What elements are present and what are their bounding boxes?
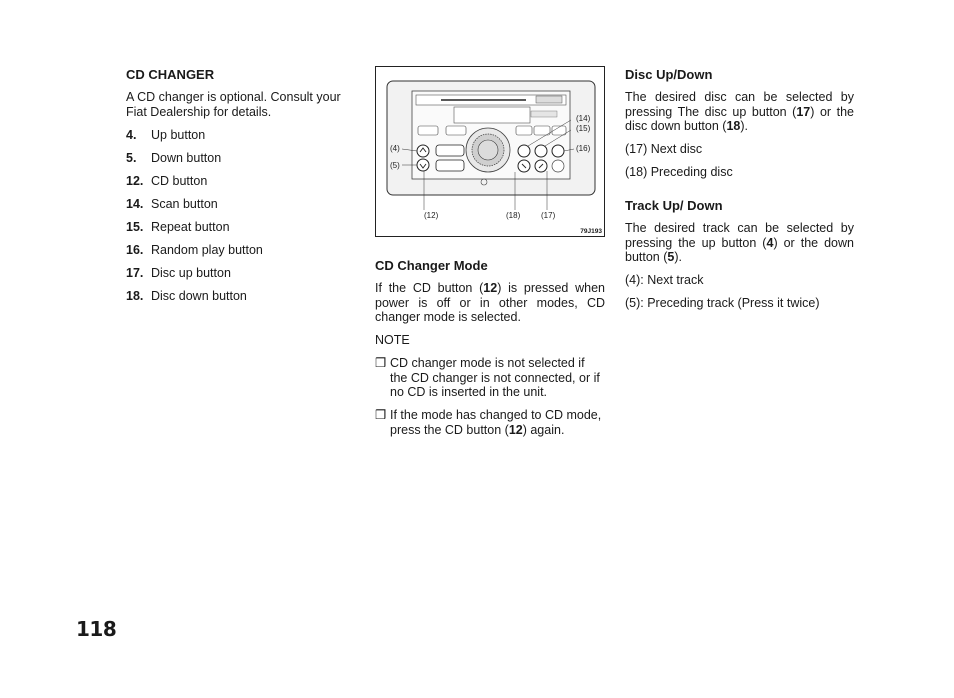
callout-14: (14) xyxy=(576,114,591,123)
list-item: 12. CD button xyxy=(126,174,208,188)
cd-changer-mode-heading: CD Changer Mode xyxy=(375,258,488,273)
radio-unit-illustration xyxy=(376,67,604,236)
preceding-disc-text: (18) Preceding disc xyxy=(625,165,733,179)
next-track-text: (4): Next track xyxy=(625,273,704,287)
callout-15: (15) xyxy=(576,124,591,133)
list-item: 5. Down button xyxy=(126,151,222,165)
callout-4: (4) xyxy=(390,144,400,153)
list-item: 18. Disc down button xyxy=(126,289,247,303)
list-item: 16. Random play button xyxy=(126,243,263,257)
note-item: ❒ CD changer mode is not selected if the CD changer is not connected, or if no CD is inserted in the unit. xyxy=(375,356,600,399)
note-label: NOTE xyxy=(375,333,410,347)
page-number: 118 xyxy=(76,617,117,641)
list-item: 17. Disc up button xyxy=(126,266,231,280)
cd-changer-heading: CD CHANGER xyxy=(126,67,215,82)
disc-up-down-paragraph: The desired disc can be selected by pressing The disc up button (17) or the disc down button (18). xyxy=(625,90,854,133)
list-item: 4. Up button xyxy=(126,128,206,142)
note-item: ❒ If the mode has changed to CD mode, press the CD button (12) again. xyxy=(375,408,602,437)
callout-16: (16) xyxy=(576,144,591,153)
figure-code: 79J193 xyxy=(580,228,602,235)
cd-changer-intro: A CD changer is optional. Consult your Fiat Dealership for details. xyxy=(126,90,341,119)
checkbox-bullet-icon: ❒ xyxy=(375,408,387,422)
checkbox-bullet-icon: ❒ xyxy=(375,356,387,370)
list-item: 15. Repeat button xyxy=(126,220,230,234)
callout-17: (17) xyxy=(541,211,556,220)
track-up-down-paragraph: The desired track can be selected by pressing the up button (4) or the down button (5). xyxy=(625,221,854,264)
callout-12: (12) xyxy=(424,211,439,220)
radio-figure xyxy=(375,66,605,237)
disc-up-down-heading: Disc Up/Down xyxy=(625,67,713,82)
callout-18: (18) xyxy=(506,211,521,220)
list-item: 14. Scan button xyxy=(126,197,218,211)
next-disc-text: (17) Next disc xyxy=(625,142,703,156)
cd-changer-mode-paragraph: If the CD button (12) is pressed when power is off or in other modes, CD changer mode is selected. xyxy=(375,281,605,324)
callout-5: (5) xyxy=(390,161,400,170)
track-up-down-heading: Track Up/ Down xyxy=(625,198,723,213)
preceding-track-text: (5): Preceding track (Press it twice) xyxy=(625,296,820,310)
